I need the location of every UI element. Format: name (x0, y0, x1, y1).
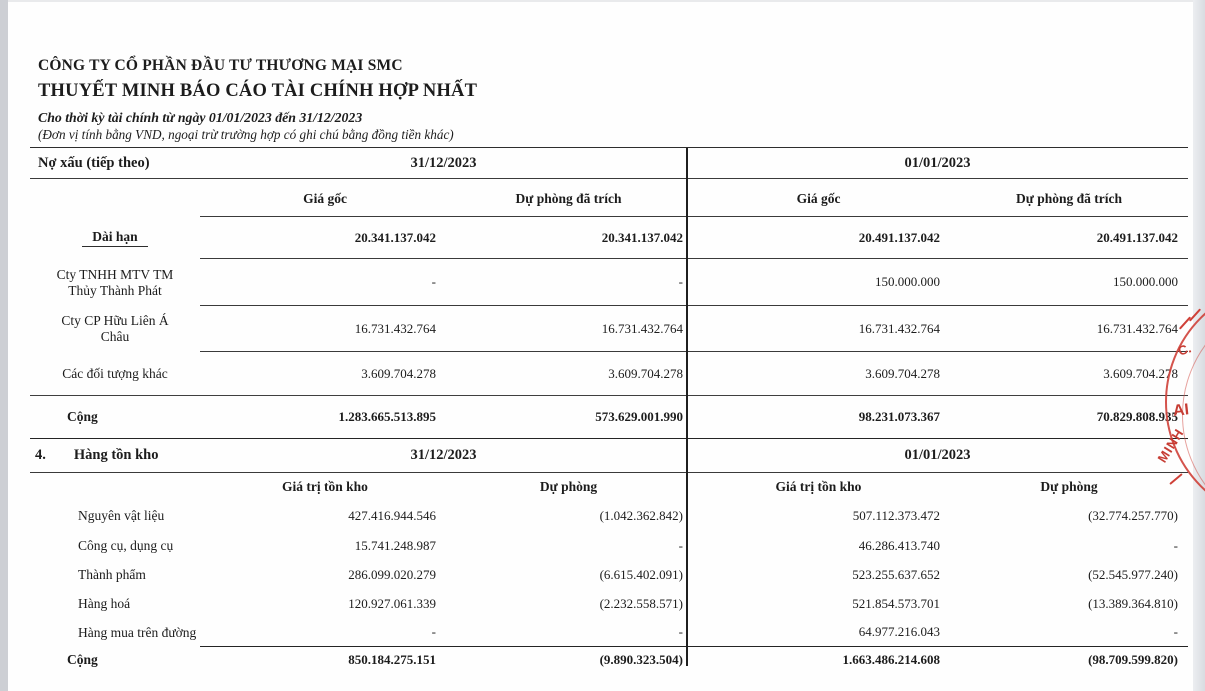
inventory-subheader-row (30, 473, 1188, 500)
column-group-divider (686, 148, 688, 666)
total-value: 850.184.275.151 (348, 652, 436, 667)
cell-value: (13.389.364.810) (1088, 595, 1178, 611)
cell-value: - (1173, 537, 1178, 553)
seal-text-fragment: C. (1176, 340, 1193, 359)
cell-value: 521.854.573.701 (852, 595, 940, 611)
col-header: Dự phòng (1040, 478, 1098, 494)
cell-value: - (450, 259, 687, 306)
col-header: Giá trị tồn kho (282, 478, 368, 494)
cell-value: (1.042.362.842) (599, 507, 683, 523)
section-number: 4. (35, 447, 46, 463)
cell-value: 427.416.944.546 (348, 507, 436, 523)
table-row (30, 217, 1188, 259)
cell-value: 286.099.020.279 (348, 566, 436, 582)
financial-notes-table (30, 147, 1188, 673)
table-row (30, 618, 1188, 647)
cell-value: 120.927.061.339 (348, 595, 436, 611)
table-row (30, 531, 1188, 560)
total-value: 70.829.808.935 (1096, 409, 1178, 424)
cell-value: - (200, 618, 450, 647)
scan-edge-left (0, 0, 8, 691)
row-label: Nguyên vật liệu (78, 507, 165, 523)
row-label: Dài hạn (82, 229, 147, 248)
cell-value: (2.232.558.571) (599, 595, 683, 611)
company-name: CÔNG TY CỔ PHẦN ĐẦU TƯ THƯƠNG MẠI SMC (38, 57, 403, 74)
inventory-date-2: 01/01/2023 (687, 439, 1188, 473)
inventory-section-label: Hàng tồn kho (73, 447, 159, 463)
cell-value: 15.741.248.987 (354, 537, 436, 553)
cell-value: (6.615.402.091) (599, 566, 683, 582)
cell-value: 16.731.432.764 (687, 306, 950, 352)
total-value: (9.890.323.504) (599, 652, 683, 667)
col-header: Giá trị tồn kho (775, 478, 862, 494)
col-header: Giá gốc (200, 179, 450, 217)
cell-value: - (950, 618, 1188, 647)
bad-debts-subheader-row (30, 179, 1188, 217)
bad-debts-date-2: 01/01/2023 (687, 148, 1188, 179)
total-value: 98.231.073.367 (858, 409, 940, 424)
cell-value: 16.731.432.764 (200, 306, 450, 352)
cell-value: 20.491.137.042 (687, 217, 950, 259)
cell-value: 64.977.216.043 (687, 618, 950, 647)
bad-debts-date-1: 31/12/2023 (200, 148, 687, 179)
col-header: Dự phòng đã trích (950, 179, 1188, 217)
col-header: Giá gốc (687, 179, 950, 217)
scan-edge-right (1193, 0, 1205, 691)
cell-value: 20.341.137.042 (200, 217, 450, 259)
col-header: Dự phòng đã trích (450, 179, 687, 217)
cell-value: (32.774.257.770) (1088, 507, 1178, 523)
seal-text-fragment: MINH (1154, 425, 1187, 466)
table-row (30, 589, 1188, 618)
currency-unit-note: (Đơn vị tính bằng VND, ngoại trừ trường hợp có ghi chú bằng đồng tiền khác) (38, 127, 454, 142)
row-label: Hàng mua trên đường (78, 624, 197, 640)
cell-value: - (200, 259, 450, 306)
scan-edge-top (0, 0, 1205, 2)
table-row (30, 259, 1188, 306)
cell-value: 523.255.637.652 (852, 566, 940, 582)
row-label: Công cụ, dụng cụ (78, 537, 174, 553)
fiscal-period: Cho thời kỳ tài chính từ ngày 01/01/2023 đến 31/12/2023 (38, 110, 363, 125)
row-label: Cty TNHH MTV TM Thủy Thành Phát (56, 266, 174, 298)
total-label: Cộng (67, 652, 98, 668)
total-value: 573.629.001.990 (595, 409, 683, 424)
bad-debts-section-label: Nợ xấu (tiếp theo) (30, 148, 200, 179)
cell-value: 16.731.432.764 (950, 306, 1188, 352)
total-value: 1.283.665.513.895 (338, 409, 436, 424)
bad-debts-total-row (30, 396, 1188, 439)
row-label: Các đối tượng khác (62, 365, 168, 381)
inventory-header-row (30, 439, 1188, 473)
cell-value: - (678, 537, 683, 553)
seal-text-fragment: AI (1172, 401, 1190, 420)
table-row (30, 500, 1188, 531)
cell-value: 3.609.704.278 (1103, 365, 1178, 381)
cell-value: 20.491.137.042 (950, 217, 1188, 259)
total-value: (98.709.599.820) (1088, 652, 1178, 667)
cell-value: - (450, 618, 687, 647)
row-label: Hàng hoá (78, 595, 131, 611)
bad-debts-header-row (30, 148, 1188, 179)
cell-value: 150.000.000 (950, 259, 1188, 306)
inventory-date-1: 31/12/2023 (200, 439, 687, 473)
total-value: 1.663.486.214.608 (842, 652, 940, 667)
table-row (30, 560, 1188, 589)
cell-value: 16.731.432.764 (450, 306, 687, 352)
cell-value: 150.000.000 (687, 259, 950, 306)
total-label: Cộng (67, 409, 98, 425)
cell-value: 46.286.413.740 (858, 537, 940, 553)
table-row (30, 306, 1188, 352)
inventory-total-row (30, 647, 1188, 673)
cell-value: 3.609.704.278 (865, 365, 940, 381)
cell-value: 507.112.373.472 (852, 507, 940, 523)
table-row (30, 352, 1188, 396)
row-label: Thành phẩm (78, 566, 146, 582)
page-title: THUYẾT MINH BÁO CÁO TÀI CHÍNH HỢP NHẤT (38, 81, 478, 101)
cell-value: 3.609.704.278 (361, 365, 436, 381)
cell-value: 20.341.137.042 (450, 217, 687, 259)
cell-value: (52.545.977.240) (1088, 566, 1178, 582)
col-header: Dự phòng (539, 478, 598, 494)
row-label: Cty CP Hữu Liên Á Châu (61, 313, 169, 344)
cell-value: 3.609.704.278 (608, 365, 683, 381)
